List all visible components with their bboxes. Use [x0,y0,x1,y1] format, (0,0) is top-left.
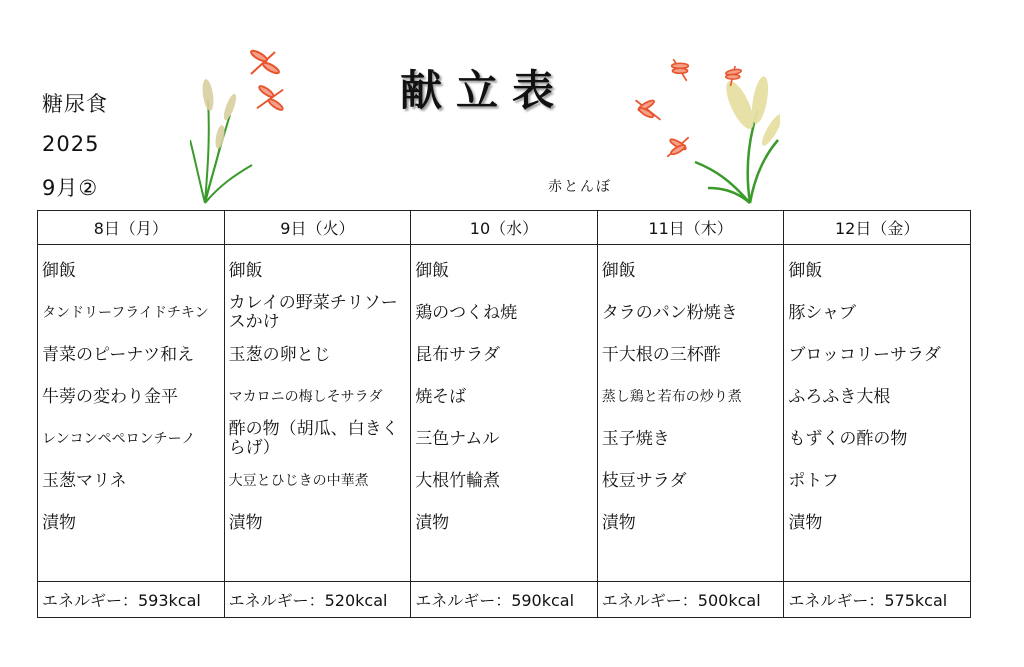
dragonfly-icon [245,48,281,78]
date-header: 9日（火） [224,211,411,245]
dish-item: 漬物 [415,512,450,533]
dish-item: 玉葱の卵とじ [228,344,331,365]
menu-month: 9月② [42,176,99,200]
dish-item: 御飯 [788,260,823,281]
energy-value: エネルギー：500kcal [597,582,784,618]
diet-category: 糖尿食 [42,92,108,116]
energy-value: エネルギー：593kcal [38,582,225,618]
date-header: 10（水） [411,211,598,245]
menu-table [37,210,971,618]
dish-item: 大豆とひじきの中華煮 [228,472,369,489]
date-header: 12日（金） [784,211,971,245]
dish-item: タンドリーフライドチキン [42,304,209,321]
dish-item: 蒸し鶏と若布の炒り煮 [601,388,742,405]
dish-item: 干大根の三杯酢 [601,344,721,365]
energy-value: エネルギー：520kcal [224,582,411,618]
dragonfly-icon [662,132,694,162]
dragonfly-icon [718,60,746,92]
dish-item: 三色ナムル [415,428,500,449]
dish-item: 牛蒡の変わり金平 [42,386,178,407]
day-dishes [784,245,971,582]
dish-item: カレイの野菜チリソースかけ [228,293,398,332]
illustration-caption: 赤とんぼ [548,179,612,195]
day-dishes [411,245,598,582]
dish-item: 御飯 [415,260,450,281]
dish-item: 漬物 [228,512,263,533]
energy-value: エネルギー：590kcal [411,582,598,618]
date-header: 8日（月） [38,211,225,245]
dish-item: レンコンペペロンチーノ [42,430,196,447]
dish-item: 鶏のつくね焼 [415,302,518,323]
dish-item: もずくの酢の物 [788,428,908,449]
dragonfly-icon [665,55,695,85]
dish-item: 焼そば [415,386,467,407]
day-dishes [38,245,225,582]
energy-row [38,582,971,618]
date-header: 11日（木） [597,211,784,245]
dish-item: ポトフ [788,470,839,491]
dish-item: 御飯 [601,260,636,281]
dishes-row [38,245,971,582]
page-title: 献立表 [400,66,569,115]
dragonfly-icon [253,84,287,112]
dragonfly-icon [632,95,664,125]
date-header-row [38,211,971,245]
dish-item: 漬物 [788,512,823,533]
dish-item: ふろふき大根 [788,386,891,407]
dish-item: 漬物 [42,512,76,533]
energy-value: エネルギー：575kcal [784,582,971,618]
dish-item: マカロニの梅しそサラダ [228,388,383,405]
dish-item: 大根竹輪煮 [415,470,501,491]
dish-item: 御飯 [42,260,76,281]
dish-item: ブロッコリーサラダ [788,344,941,365]
dish-item: 豚シャブ [788,302,857,323]
dish-item: 枝豆サラダ [601,470,687,491]
dish-item: 玉子焼き [601,428,670,449]
dish-item: 玉葱マリネ [42,470,127,491]
dish-item: 昆布サラダ [415,344,501,365]
dish-item: 青菜のピーナツ和え [42,344,195,365]
dish-item: 酢の物（胡瓜、白きくらげ） [228,419,399,458]
dish-item: 御飯 [228,260,263,281]
dish-item: タラのパン粉焼き [601,302,738,323]
day-dishes [597,245,784,582]
dish-item: 漬物 [601,512,636,533]
day-dishes [224,245,411,582]
menu-year: 2025 [42,132,100,156]
